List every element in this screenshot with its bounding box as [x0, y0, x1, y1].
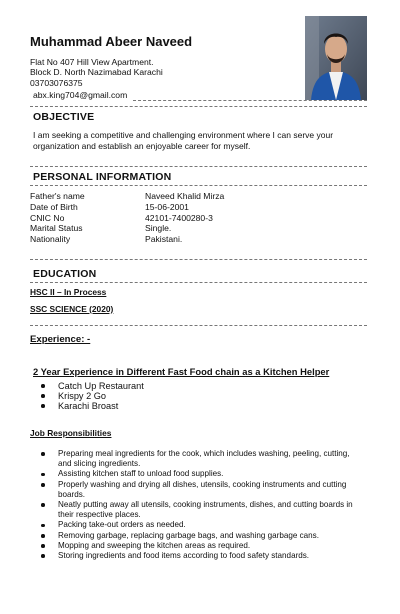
profile-photo [305, 16, 367, 100]
address-line-2: Block D. North Nazimabad Karachi [30, 67, 163, 77]
education-heading: EDUCATION [33, 268, 97, 280]
info-label-father: Father's name [30, 191, 85, 201]
phone-number: 03703076375 [30, 78, 83, 88]
responsibility-item [33, 500, 378, 520]
responsibility-line: Removing garbage, replacing garbage bags, and washing garbage cans. [58, 530, 319, 540]
info-value-dob: 15-06-2001 [145, 202, 189, 212]
education-heading-divider [30, 282, 367, 283]
info-value-nationality: Pakistani. [145, 234, 183, 244]
responsibility-line: Storing ingredients and food items according to food safety standards. [58, 551, 310, 561]
responsibilities-list [33, 449, 378, 561]
objective-text-line-2: organization and establish an enjoyable career for myself. [33, 141, 251, 151]
education-top-divider [30, 259, 367, 260]
responsibility-item [33, 520, 378, 530]
responsibility-item [33, 551, 378, 561]
responsibility-item [33, 531, 378, 541]
responsibilities-heading: Job Responsibilities [30, 428, 112, 438]
experience-place-item: Catch Up Restaurant [33, 381, 144, 391]
experience-heading: Experience: - [30, 334, 91, 345]
responsibility-line: Mopping and sweeping the kitchen areas as required. [58, 540, 251, 550]
responsibility-item [33, 480, 378, 500]
responsibility-line: and slicing ingredients. [58, 459, 141, 469]
responsibility-line: their respective places. [58, 510, 141, 520]
info-value-cnic: 42101-7400280-3 [145, 213, 213, 223]
candidate-name: Muhammad Abeer Naveed [30, 34, 193, 49]
experience-place-item: Krispy 2 Go [33, 391, 144, 401]
responsibility-line: Assisting kitchen staff to unload food supplies. [58, 469, 224, 479]
responsibility-line: boards. [58, 489, 85, 499]
info-label-cnic: CNIC No [30, 213, 65, 223]
responsibility-line: Neatly putting away all utensils, cooking instruments, dishes, and cutting boards in [58, 500, 353, 510]
experience-title: 2 Year Experience in Different Fast Food chain as a Kitchen Helper [33, 366, 330, 377]
experience-place-item: Karachi Broast [33, 401, 144, 411]
objective-heading: OBJECTIVE [33, 111, 95, 123]
responsibility-line: Preparing meal ingredients for the cook, which includes washing, peeling, cutting, [58, 449, 350, 458]
education-item-hsc: HSC II – In Process [30, 287, 107, 297]
email-address: abx.king704@gmail.com [33, 90, 128, 100]
education-bottom-divider [30, 325, 367, 326]
email-divider [133, 100, 367, 101]
info-label-marital: Marital Status [30, 223, 83, 233]
info-label-dob: Date of Birth [30, 202, 78, 212]
personal-top-divider [30, 166, 367, 167]
info-label-nationality: Nationality [30, 234, 71, 244]
objective-divider [30, 106, 367, 107]
experience-places-list [33, 381, 144, 411]
address-line-1: Flat No 407 Hill View Apartment. [30, 57, 154, 67]
personal-heading-divider [30, 185, 367, 186]
responsibility-line: Properly washing and drying all dishes, utensils, cooking instruments and cutting [58, 479, 347, 489]
responsibility-item [33, 541, 378, 551]
info-value-father: Naveed Khalid Mirza [145, 191, 225, 201]
responsibility-item [33, 469, 378, 479]
info-value-marital: Single. [145, 223, 172, 233]
responsibility-line: Packing take-out orders as needed. [58, 520, 186, 530]
responsibility-item [33, 449, 378, 469]
education-item-ssc: SSC SCIENCE (2020) [30, 304, 114, 314]
objective-text-line-1: I am seeking a competitive and challenging environment where I can serve your [33, 130, 334, 140]
personal-heading: PERSONAL INFORMATION [33, 171, 172, 183]
